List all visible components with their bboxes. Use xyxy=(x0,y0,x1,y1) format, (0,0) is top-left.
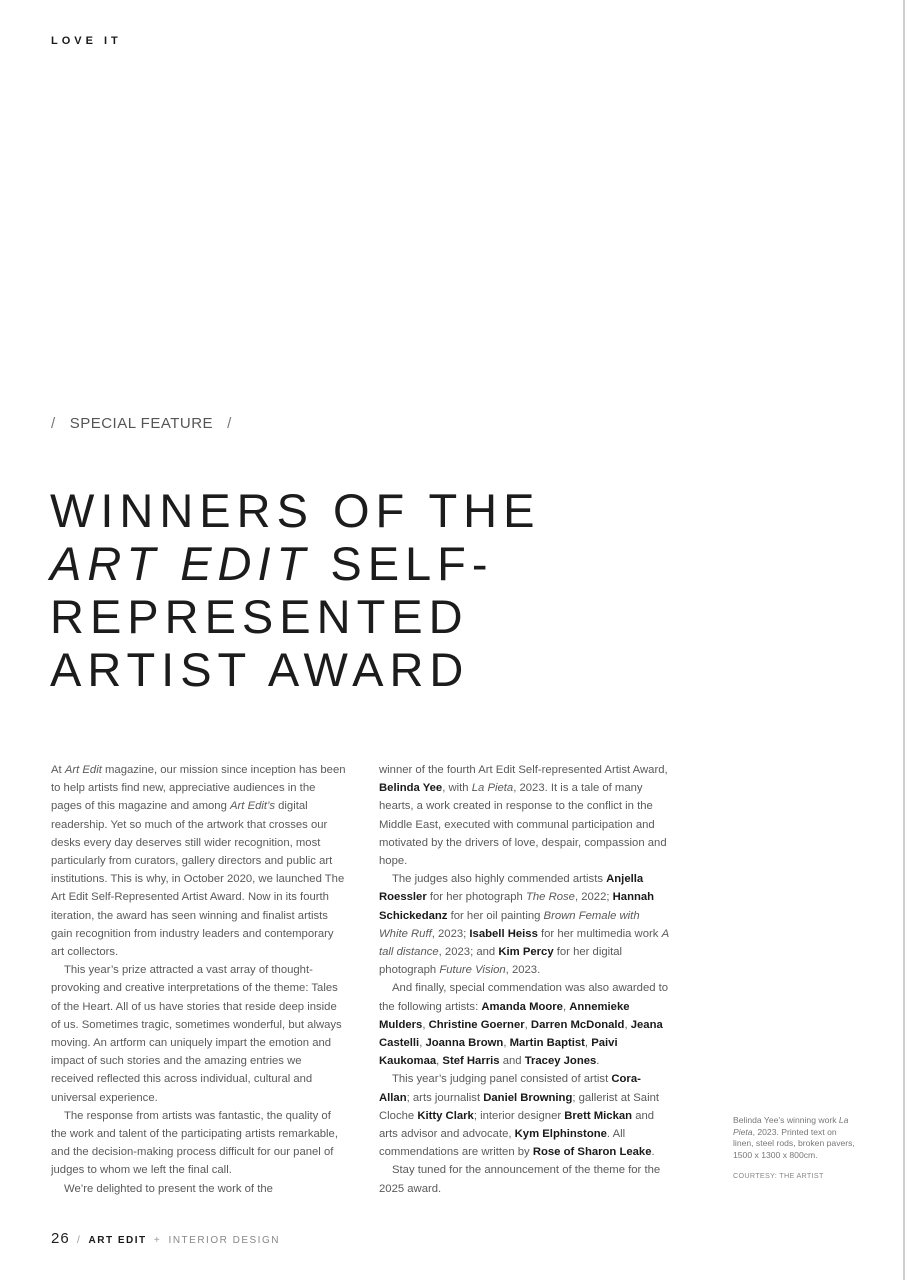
headline-line-2-rest: SELF- xyxy=(311,537,494,590)
section-tag: LOVE IT xyxy=(51,35,122,47)
kicker-slash-left: / xyxy=(51,415,56,432)
footer-plus: + xyxy=(153,1235,162,1246)
paragraph-winner-start: We’re delighted to present the work of the xyxy=(64,1182,273,1195)
paragraph-stay-tuned: Stay tuned for the announcement of the theme for the 2025 award. xyxy=(379,1164,661,1195)
winner-name: Belinda Yee xyxy=(379,782,443,795)
paragraph-prize: This year’s prize attracted a vast array of thought-provoking and creative interpretations of the theme: Tales of the Heart. All of us have stories that reside deep inside of us. Sometimes tragic, sometimes wonderful, but always moving. An artform can uniquely impart the emotion and impact of such stories and the amazing entries we received reflected this across individual, cultural and universal experience. xyxy=(51,964,342,1104)
footer-brand: ART EDIT xyxy=(88,1235,147,1246)
kicker-slash-right: / xyxy=(227,415,232,432)
paragraph-highly-commended: The judges also highly commended artists Anjella Roessler for her photograph The Rose, 2022; Hannah Schickedanz for her oil painting Brown Female with White Ruff, 2023; Isabell Heiss for her multimedia work A tall distance, 2023; and Kim Percy for her digital photograph Future Vision, 2023. xyxy=(379,873,669,977)
kicker-label: SPECIAL FEATURE xyxy=(69,415,214,432)
paragraph-response: The response from artists was fantastic, the quality of the work and talent of the participating artists remarkable, and the decision-making process difficult for our panel of judges to whom we left the final call. xyxy=(51,1109,338,1177)
headline-italic-art-edit: ART EDIT xyxy=(50,537,312,590)
footer-slash: / xyxy=(76,1235,82,1246)
caption-credit: COURTESY: THE ARTIST xyxy=(733,1171,824,1180)
article-headline xyxy=(50,484,670,696)
page-footer xyxy=(51,1230,280,1247)
image-caption xyxy=(733,1115,858,1182)
body-column-1 xyxy=(51,761,346,1198)
page-number: 26 xyxy=(51,1230,70,1247)
paragraph-intro: At Art Edit magazine, our mission since inception has been to help artists find new, appreciative audiences in the pages of this magazine and among Art Edit’s digital readership. Yet so much of the artwork that crosses our desks every day deserves still wider recognition, most particularly from curators, gallery directors and public art institutions. This is why, in October 2020, we launched The Art Edit Self-Represented Artist Award. Now in its fourth iteration, the award has seen winning and finalist artists gain recognition from industry leaders and contemporary art collectors. xyxy=(51,764,346,959)
paragraph-judging-panel: This year’s judging panel consisted of artist Cora-Allan; arts journalist Daniel Browning; gallerist at Saint Cloche Kitty Clark; interior designer Brett Mickan and arts advisor and advocate, Kym Elphinstone. All commendations are written by Rose of Sharon Leake. xyxy=(379,1073,660,1159)
paragraph-winner: winner of the fourth Art Edit Self-represented Artist Award, Belinda Yee, with La Pieta, 2023. It is a tale of many hearts, a work created in response to the conflict in the Middle East, executed with communal participation and motivated by the drivers of love, despair, compassion and hope. xyxy=(379,764,668,868)
body-column-2 xyxy=(379,761,671,1198)
headline-line-2 xyxy=(50,537,670,590)
headline-line-4: ARTIST AWARD xyxy=(50,643,470,696)
headline-line-1: WINNERS OF THE xyxy=(50,484,541,537)
footer-section: INTERIOR DESIGN xyxy=(168,1235,280,1246)
paragraph-special-commendation: And finally, special commendation was also awarded to the following artists: Amanda Moore, Annemieke Mulders, Christine Goerner, Darren McDonald, Jeana Castelli, Joanna Brown, Martin Baptist, Paivi Kaukomaa, Stef Harris and Tracey Jones. xyxy=(379,982,669,1068)
kicker xyxy=(51,415,232,432)
headline-line-3: REPRESENTED xyxy=(50,590,469,643)
caption-text: Belinda Yee’s winning work La Pieta, 2023. Printed text on linen, steel rods, broken pavers, 1500 x 1300 x 800cm. xyxy=(733,1115,855,1160)
